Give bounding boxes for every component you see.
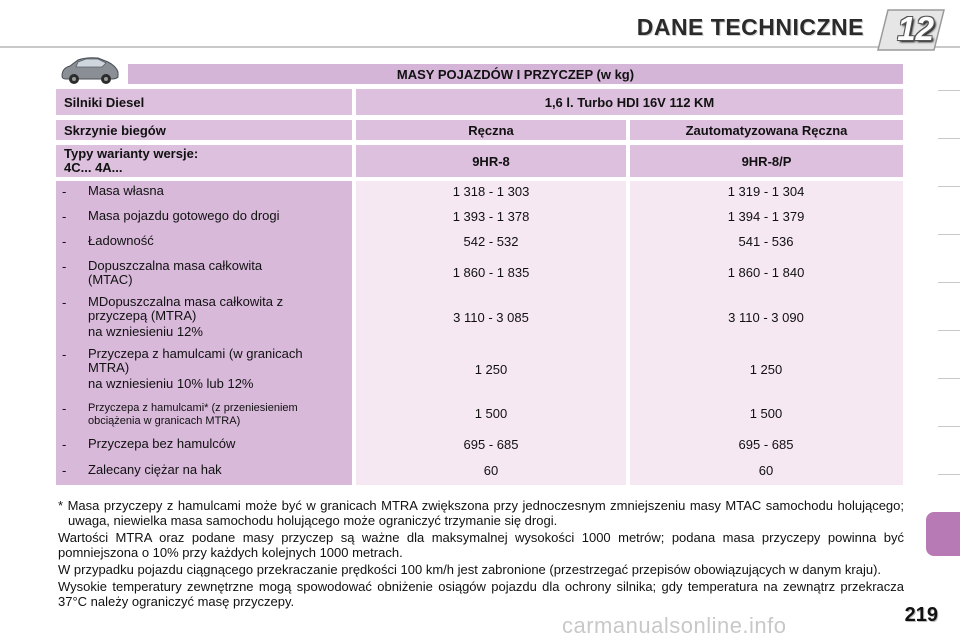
tab-divider <box>938 186 960 187</box>
engine-label: Silniki Diesel <box>56 89 352 115</box>
row-value: 1 860 - 1 835 <box>452 265 530 280</box>
row-value: 60 <box>483 463 499 478</box>
variant-9hr8: 9HR-8 <box>356 145 626 177</box>
tab-divider <box>938 282 960 283</box>
row-label: Masa pojazdu gotowego do drogi <box>88 208 280 223</box>
chapter-title: DANE TECHNICZNE <box>636 14 864 40</box>
variant-label-line2: 4C... 4A... <box>64 160 123 175</box>
tab-divider <box>938 426 960 427</box>
tab-divider <box>938 378 960 379</box>
header-rule <box>0 46 960 48</box>
row-value: 695 - 685 <box>463 437 519 452</box>
note-altitude: Wartości MTRA oraz podane masy przyczep są ważne dla maksymalnej wysokości 1000 metrów; podana masa przyczepy powinna być pomniejszona o 10% przy każdych kolejnych 1000 metrach. <box>58 530 904 560</box>
gearbox-label: Skrzynie biegów <box>56 120 352 140</box>
row-value: 1 500 <box>749 406 783 421</box>
row-value: 1 860 - 1 840 <box>727 265 805 280</box>
row-label: Przyczepa z hamulcami* (z przeniesieniem <box>88 402 298 414</box>
row-value: 695 - 685 <box>738 437 794 452</box>
notes <box>58 498 904 611</box>
row-label: Przyczepa z hamulcami (w granicach <box>88 346 303 361</box>
variant-label <box>56 145 352 177</box>
page-number: 219 <box>904 604 938 626</box>
note-temperature: Wysokie temperatury zewnętrzne mogą spowodować obniżenie osiągów pojazdu dla ochrony silnika; gdy temperatura na zewnątrz przekracza 37°C należy ograniczyć masę przyczepy. <box>58 579 904 609</box>
row-value: 1 318 - 1 303 <box>452 184 530 199</box>
row-label-cont: przyczepą (MTRA) <box>88 308 197 323</box>
row-value: 1 394 - 1 379 <box>727 209 805 224</box>
variant-label-line1: Typy warianty wersje: <box>64 146 199 161</box>
row-value: 542 - 532 <box>463 234 519 249</box>
row-value: 1 319 - 1 304 <box>727 184 805 199</box>
table-title: MASY POJAZDÓW I PRZYCZEP (w kg) <box>128 64 903 84</box>
watermark: carmanualsonline.info <box>562 613 787 638</box>
row-value: 1 393 - 1 378 <box>452 209 530 224</box>
row-label-cont: obciążenia w granicach MTRA) <box>88 415 241 427</box>
row-label: Dopuszczalna masa całkowita <box>88 258 263 273</box>
row-label-cont: (MTAC) <box>88 272 133 287</box>
page-header <box>0 0 960 56</box>
note-speed: W przypadku pojazdu ciągnącego przekraczanie prędkości 100 km/h jest zabronione (przestrzegać przepisów obowiązujących w danym kraju). <box>58 562 882 577</box>
row-label-cont: na wzniesieniu 12% <box>88 324 203 339</box>
tab-divider <box>938 90 960 91</box>
variant-9hr8p: 9HR-8/P <box>630 145 903 177</box>
row-label: Przyczepa bez hamulców <box>88 436 236 451</box>
tab-divider <box>938 234 960 235</box>
row-label: Masa własna <box>88 183 164 198</box>
row-label: Zalecany ciężar na hak <box>88 462 222 477</box>
car-icon <box>56 54 122 86</box>
active-chapter-tab[interactable] <box>926 512 960 556</box>
row-value: 1 250 <box>749 362 783 377</box>
row-label: Ładowność <box>88 233 154 248</box>
row-value: 1 500 <box>474 406 508 421</box>
row-value: 60 <box>758 463 774 478</box>
row-value: 541 - 536 <box>738 234 794 249</box>
row-label-cont: MTRA) <box>88 360 130 375</box>
chapter-number: 12 <box>897 10 934 47</box>
engine-value: 1,6 l. Turbo HDI 16V 112 KM <box>356 89 903 115</box>
row-value: 1 250 <box>474 362 508 377</box>
row-value: 3 110 - 3 085 <box>453 310 529 325</box>
footnote: * Masa przyczepy z hamulcami może być w granicach MTRA zwiększona przy jednoczesnym zmniejszeniu masy MTAC samochodu holującego; uwaga, niewielka masa samochodu holującego może ograniczyć trzymanie się drogi. <box>58 498 904 528</box>
gearbox-manual: Ręczna <box>356 120 626 140</box>
tab-divider <box>938 474 960 475</box>
tab-divider <box>938 330 960 331</box>
gearbox-automated: Zautomatyzowana Ręczna <box>630 120 903 140</box>
row-label-cont: na wzniesieniu 10% lub 12% <box>88 376 254 391</box>
row-value: 3 110 - 3 090 <box>728 310 804 325</box>
tab-divider <box>938 138 960 139</box>
row-label: MDopuszczalna masa całkowita z <box>88 294 284 309</box>
